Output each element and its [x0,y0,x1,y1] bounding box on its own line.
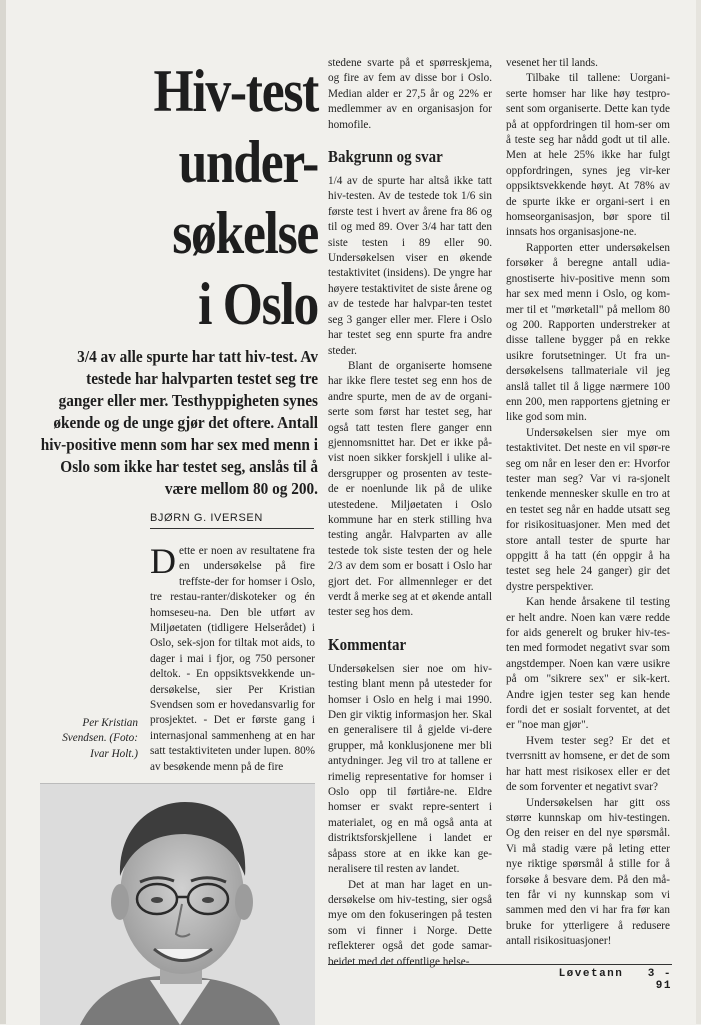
heading-bakgrunn: Bakgrunn og svar [328,147,443,167]
col2-paragraph-3: Blant de organiserte homsene har ikke flere testet seg enn hos de andre spurte, men de av de organi-serte som først har testet seg, har også tatt testen flere ganger enn gjennomsnittet har. Det er ikke på-vist noen sikker forskjell i ulike al-dersgrupper og prosenten av teste-de er noenlunde lik på de ulike utestedene. Miljøetaten i Oslo kommune har en sterk stilling hva testing angår. Halvparten av alle testede tok siste testen der og hele 2/3 av dem som er bosatt i Oslo har gjort det. For allmennleger er det verdt å merke seg at et økende antall tester seg hos dem. [328,359,492,619]
byline: BJØRN G. IVERSEN [150,512,314,529]
col2-paragraph-2: 1/4 av de spurte har altså ikke tatt hiv-testen. Av de testede tok 1/6 sin første test i hvert av årene fra 86 og til og med 89. Over 3/4 har tatt den siste testen i 89 eller 90. Undersøkelsen viser en økende testaktivitet (insidens). De yngre har høyere testaktivitet de siste årene og av de testede har halvpar-ten testet seg 3 ganger eller mer. Flere i Oslo har testet seg enn spurte fra andre steder. [328,175,492,357]
headline-line-3: søkelse [172,200,318,266]
lede-text: 3/4 av alle spurte har tatt hiv-test. Av testede har halvparten testet seg tre ganger eller mer. Testhyppigheten synes økende og de unge gjør det oftere. Antall hiv-positive menn som har sex med menn i Oslo som ikke har testet seg, anslås til å være mellom 80 og 200. [40,347,319,498]
page-edge-left [0,0,6,1024]
article-headline [137,56,318,340]
issue-number: 3 - 91 [647,968,672,992]
magazine-name: Løvetann [558,968,624,980]
headline-line-4: i Oslo [198,271,318,337]
col2-paragraph-1: stedene svarte på et spørreskjema, og fire av fem av disse bor i Oslo. Median alder er 27,5 år og 22% er medlemmer av en organisasjon for homofile. [328,57,492,131]
headline-line-1: Hiv-test [153,58,318,124]
col3-paragraph-6: Hvem tester seg? Er det et tverrsnitt av homsene, er det de som har hatt mest risikosex eller er det de som forventer et negativt svar? [506,734,670,794]
headline-line-2: under- [178,129,318,195]
portrait-illustration [40,784,315,1025]
page-footer [540,968,672,992]
footer-rule [328,964,672,965]
intro-text: ette er noen av resultatene fra en undersøkelse på fire treffste-der for homser i Oslo, tre restau-ranter/diskoteker og én homseseu-na. Den ble utført av Miljøetaten (tidligere Helserådet) i Oslo, sek-sjon for tiltak mot aids, to dager i mai i fjor, og 750 personer deltok. - En oppsiktsvekkende un-dersøkelse, sier Per Kristian Svendsen som er hovedansvarlig for prosjektet. - Det er første gang i internasjonal sammenheng at en har satt testaktiviteten under lupen. 80% av besøkende menn på de fire [150,545,315,773]
col2-paragraph-4: Undersøkelsen sier noe om hiv-testing blant menn på utesteder for homser i Oslo en helg i mai 1990. Den gir viktig informasjon her. Skal en generalisere til å gjelde vi-dere grupper, må konklusjonene mer bli antydninger. Jeg vil tro at tallene er rimelig representative for homser i Oslo opp til førtiåre-ne. Eldre homser er svakt repre-sentert i materialet, og en må også anta at distriktsforskjellene i landet er såpass store at en ikke kan ge-neralisere til resten av landet. [328,662,492,876]
col3-paragraph-3: Rapporten etter undersøkelsen forsøker å beregne antall udia-gnostiserte hiv-positive menn som har sex med menn i Oslo, og kom-mer til et "mørketall" på mellom 80 og 200. Rapporten understreker at disse tallene bygger på en rekke usikre forutsetninger. Ut fra un-dersøkelsens tallmateriale vil jeg anslå tallet til å ligge nærmere 100 enn 200, men rapportens gjetning er like god som min. [506,241,670,424]
page-edge-right [696,0,701,1024]
text-column-2 [328,56,492,970]
col3-paragraph-7: Undersøkelsen har gitt oss større kunnskap om hiv-testingen. Og den reiser en del nye spørsmål. Vi må stadig være på leting etter nye riktige spørsmål å stille for å forsøke å besvare dem. På den må-ten får vi ny kunnskap som vi sammen med den vi har fra før kan bruke for ytterligere å redusere antall risikosituasjoner! [506,796,670,948]
drop-cap: D [150,541,176,581]
article-lede [40,346,318,500]
col3-paragraph-1: vesenet her til lands. [506,57,598,69]
col2-paragraph-5: Det at man har laget en un-dersøkelse om hiv-testing, sier også mye om den fokuseringen på testen som vi finner i Norge. Dette reflekterer også det gode samar-beidet med det offentlige helse- [328,878,492,968]
col3-paragraph-2: Tilbake til tallene: Uorgani-serte homser har like høy testpro-sent som organiserte. Dette kan tyde på at oppfordringen til hom-ser om å teste seg har nådd godt ut til alle. Men at hele 25% ikke har fulgt oppfordringen, synes jeg vir-ker oppsiktsvekkende høyt. At 78% av de spurte ikke er organi-sert i en homseorganisasjon, bør spore til innsats hos organisasjone-ne. [506,72,670,239]
portrait-photo [40,783,315,1025]
intro-paragraph [150,541,315,775]
text-column-3 [506,56,670,950]
photo-caption: Per Kristian Svendsen. (Foto: Ivar Holt.) [62,717,138,760]
heading-kommentar: Kommentar [328,634,407,654]
col3-paragraph-4: Undersøkelsen sier mye om testaktivitet. Det neste en vil spør-re seg om når en leser den er: Hvorfor tester man seg? Var vi ra-sjonelt tenkende mennesker skulle en tro at en testet seg når en hadde utsatt seg for risikosituasjoner. Men med det store antall tester de spurte har oppgitt å ha tatt (én oppgir å ha testet seg hele 24 ganger) gir det dystre perspektiver. [506,426,670,593]
col3-paragraph-5: Kan hende årsakene til testing er helt andre. Noen kan være redde for aids generelt og bruker hiv-tes-ten med formodet negativt svar som angstdemper. Noen kan være usikre på om "sikrere sex" er sik-kert. Andre igjen tester seg kan hende fordi det er sosialt forventet, at det er "noe man gjør". [506,596,670,732]
